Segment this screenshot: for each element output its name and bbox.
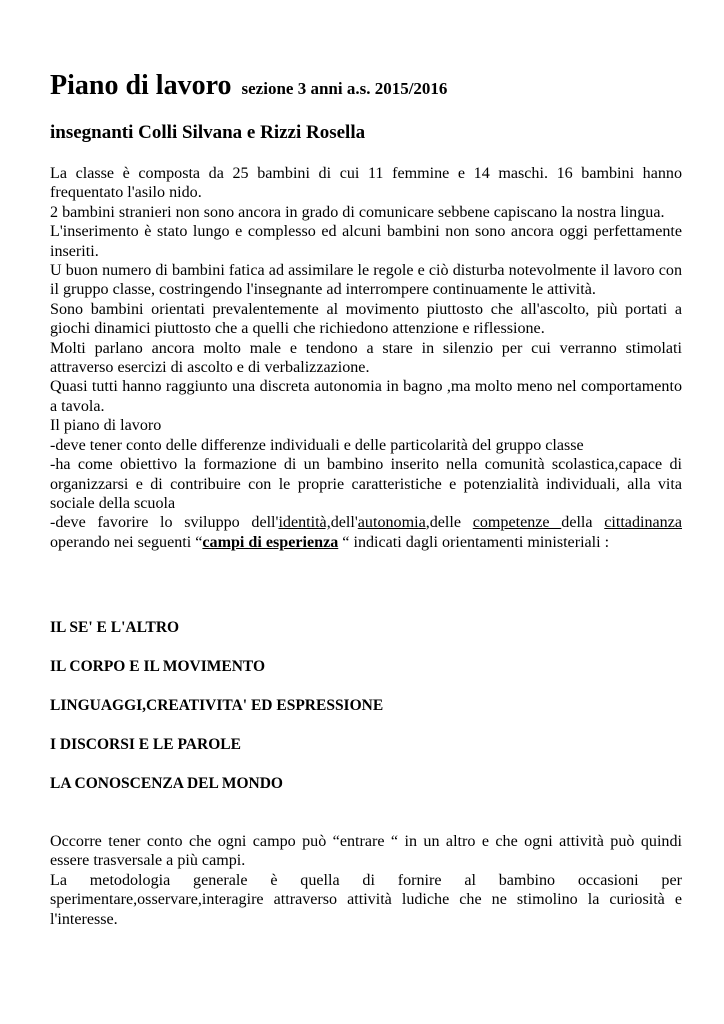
keyword-competenze: competenze	[472, 514, 562, 532]
field-conoscenza-mondo: LA CONOSCENZA DEL MONDO	[50, 775, 283, 792]
paragraph-foreign-children: 2 bambini stranieri non sono ancora in grado di comunicare sebbene capiscano la nostra lingua.	[50, 203, 665, 221]
document-title: Piano di lavoro	[50, 70, 232, 101]
teachers-line: insegnanti Colli Silvana e Rizzi Rosella	[50, 122, 366, 143]
development-text-dell: dell'	[330, 514, 358, 532]
document-title-line	[50, 70, 447, 102]
development-text-operando: operando nei seguenti “	[50, 533, 203, 551]
field-linguaggi: LINGUAGGI,CREATIVITA' ED ESPRESSIONE	[50, 697, 384, 714]
paragraph-rules: U buon numero di bambini fatica ad assimilare le regole e ciò disturba notevolmente il lavoro con il gruppo classe, costringendo l'insegnante ad interrompere continuamente le attività.	[50, 262, 682, 299]
paragraph-plan-objective: -ha come obiettivo la formazione di un bambino inserito nella comunità scolastica,capace di organizzarsi e di contribuire con le proprie caratteristiche e potenzialità individuali, alla vita sociale della scuola	[50, 456, 682, 512]
field-se-e-altro: IL SE' E L'ALTRO	[50, 619, 180, 636]
keyword-identita: identità,	[278, 514, 331, 532]
development-text-della: della	[561, 514, 605, 532]
keyword-autonomia: autonomia	[357, 514, 426, 532]
paragraph-speech: Molti parlano ancora molto male e tendono a stare in silenzio per cui verranno stimolati attraverso esercizi di ascolto e di verbalizzazione.	[50, 339, 682, 377]
document-subtitle: sezione 3 anni a.s. 2015/2016	[241, 79, 448, 98]
field-discorsi-parole: I DISCORSI E LE PAROLE	[50, 736, 241, 753]
development-text-end: “ indicati dagli orientamenti ministeriali :	[338, 533, 610, 551]
keyword-campi-di-esperienza: campi di esperienza	[202, 533, 339, 551]
paragraph-methodology: La metodologia generale è quella di fornire al bambino occasioni per sperimentare,osservare,interagire attraverso attività ludiche che ne stimolino la curiosità e l'interesse.	[50, 871, 682, 928]
paragraph-plan-differences: -deve tener conto delle differenze individuali e delle particolarità del gruppo classe	[50, 436, 584, 454]
paragraph-class-composition: La classe è composta da 25 bambini di cui 11 femmine e 14 maschi. 16 bambini hanno frequentato l'asilo nido.	[50, 165, 682, 202]
paragraph-plan-development	[50, 513, 682, 552]
paragraph-transversal: Occorre tener conto che ogni campo può “entrare “ in un altro e che ogni attività può quindi essere trasversale a più campi.	[50, 833, 682, 870]
development-text-start: -deve favorire lo sviluppo dell'	[50, 514, 279, 532]
paragraph-movement: Sono bambini orientati prevalentemente al movimento piuttosto che all'ascolto, più portati a giochi dinamici piuttosto che a quelli che richiedono attenzione e riflessione.	[50, 300, 682, 338]
keyword-cittadinanza: cittadinanza	[604, 514, 682, 532]
closing-section	[50, 832, 682, 929]
paragraph-plan-intro: Il piano di lavoro	[50, 417, 162, 435]
development-text-delle: ,delle	[425, 514, 473, 532]
paragraph-insertion: L'inserimento è stato lungo e complesso ed alcuni bambini non sono ancora oggi perfettamente inseriti.	[50, 223, 682, 260]
paragraph-autonomy: Quasi tutti hanno raggiunto una discreta autonomia in bagno ,ma molto meno nel comportamento a tavola.	[50, 378, 682, 415]
field-corpo-movimento: IL CORPO E IL MOVIMENTO	[50, 658, 266, 675]
intro-section	[50, 164, 682, 552]
